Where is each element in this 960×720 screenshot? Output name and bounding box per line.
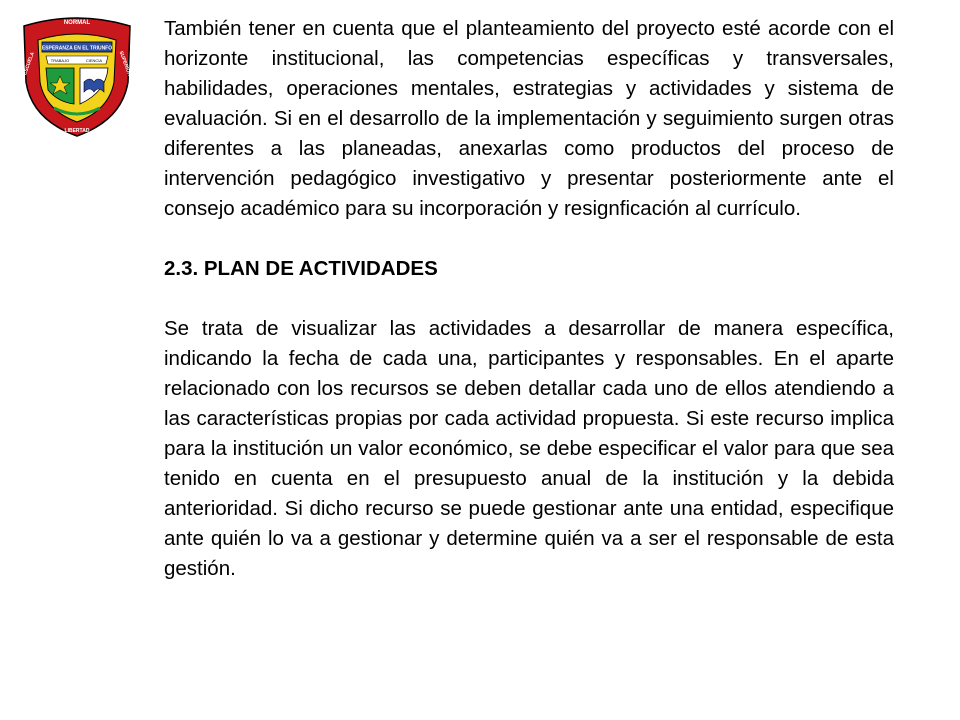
crest-ring-bottom: LIBERTAD xyxy=(64,128,90,134)
school-crest-icon xyxy=(18,12,136,138)
section-heading: 2.3. PLAN DE ACTIVIDADES xyxy=(164,257,438,280)
intro-paragraph: También tener en cuenta que el planteamiento del proyecto esté acorde con el horizonte institucional, las competencias específicas y transversales, habilidades, operaciones mentales, estrategias y actividades y sistema de evaluación. Si en el desarrollo de la implementación y seguimiento surgen otras diferentes a las planeadas, anexarlas como productos del proceso de intervención pedagógico investigativo y presentar posteriormente ante el consejo académico para su incorporación y resignficación al currículo. xyxy=(164,17,894,220)
slide-body xyxy=(164,14,894,584)
crest-ring-left: ESCUELA xyxy=(22,51,36,76)
crest-banner-text: ESPERANZA EN EL TRIUNFO xyxy=(41,45,113,52)
activities-paragraph: Se trata de visualizar las actividades a desarrollar de manera específica, indicando la fecha de cada una, participantes y responsables. En el aparte relacionado con los recursos se deben detallar cada uno de ellos atendiendo a las características propias por cada actividad propuesta. Si este recurso implica para la institución un valor económico, se debe especificar el valor para que sea tenido en cuenta en el presupuesto anual de la institución y la debida anterioridad. Si dicho recurso se puede gestionar ante una entidad, especifique ante quién lo va a gestionar y determine quién va a ser el responsable de esta gestión. xyxy=(164,317,894,580)
crest-ring-top: NORMAL xyxy=(63,20,91,26)
crest-ring-right: SUPERIOR xyxy=(117,50,133,77)
crest-motto-right: CIENCIA xyxy=(85,58,103,63)
school-crest-logo xyxy=(18,12,136,138)
crest-motto-left: TRABAJO xyxy=(50,58,70,63)
